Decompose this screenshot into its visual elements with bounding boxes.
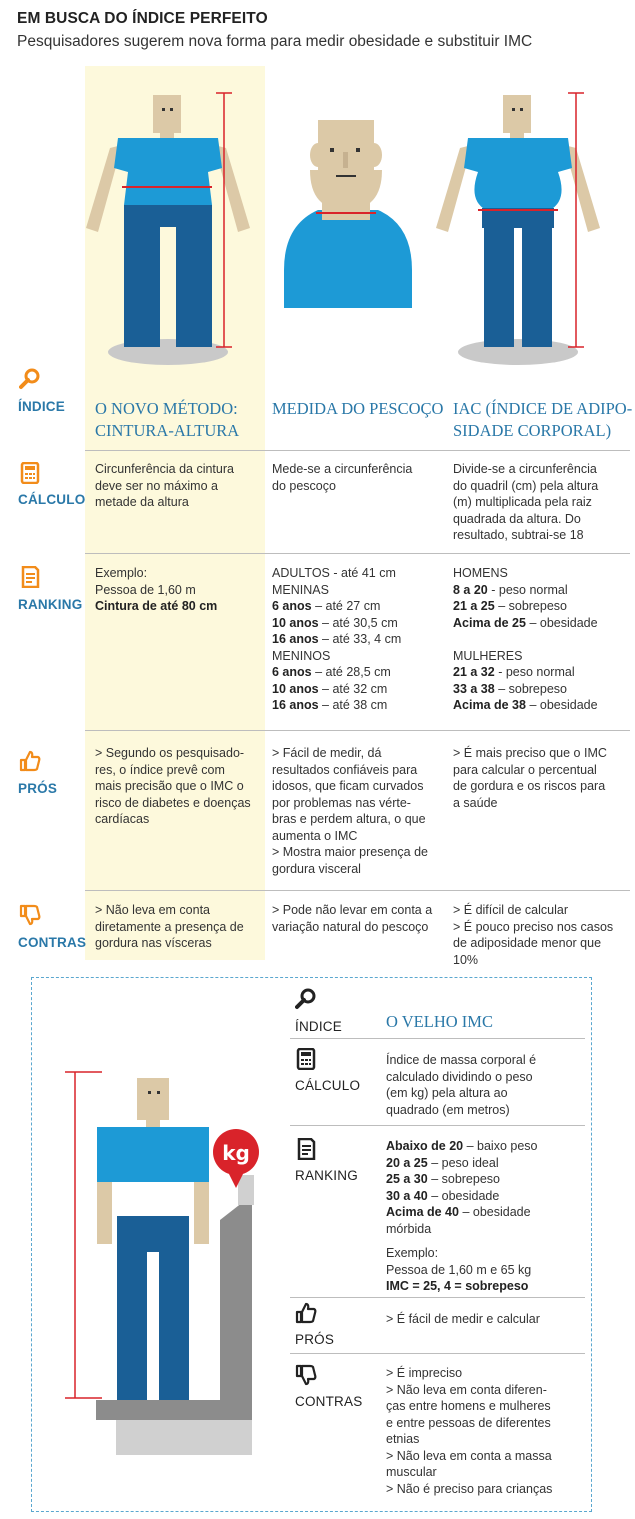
method-name-iac: IAC (ÍNDICE DE ADIPO- SIDADE CORPORAL) — [453, 399, 633, 440]
calculo-waist-height: Circunferência da cintura deve ser no máximo a metade da altura — [95, 462, 234, 509]
divider — [85, 890, 630, 891]
contras-iac: > É difícil de calcular > É pouco preciso nos casos de adiposidade menor que 10% — [453, 903, 614, 967]
row-label-contras: CONTRAS — [18, 935, 87, 950]
contras-neck: > Pode não levar em conta a variação natural do pescoço — [272, 903, 433, 934]
divider — [290, 1297, 585, 1298]
divider — [85, 553, 630, 554]
scale-kg-label: kg — [222, 1141, 250, 1165]
calculator-icon — [295, 1048, 317, 1070]
imc-method-name: O VELHO IMC — [386, 1012, 493, 1031]
imc-example: Exemplo: Pessoa de 1,60 m e 65 kg IMC = 25, 4 = sobrepeso — [386, 1246, 532, 1293]
figure-neck — [284, 120, 412, 308]
imc-label-indice: ÍNDICE — [295, 1019, 342, 1034]
thumbs-up-icon — [295, 1302, 317, 1324]
divider — [85, 730, 630, 731]
calculator-icon — [19, 462, 41, 484]
divider — [85, 450, 630, 451]
pros-neck: > Fácil de medir, dá resultados confiáveis para idosos, que ficam curvados por problemas nas vérte- bras e perdem altura, o que aumenta o IMC > Mostra maior presença de gordura visceral — [272, 746, 428, 876]
page-subtitle: Pesquisadores sugerem nova forma para medir obesidade e substituir IMC — [17, 33, 533, 50]
imc-label-calculo: CÁLCULO — [295, 1078, 361, 1093]
imc-contras: > É impreciso > Não leva em conta diferen- ças entre homens e mulheres e entre pessoas de diferentes etnias > Não leva em conta a massa muscular > Não é preciso para crianças — [386, 1366, 553, 1496]
imc-calculo: Índice de massa corporal é calculado dividindo o peso (em kg) pela altura ao quadrado (em metros) — [386, 1053, 537, 1117]
illustrations — [0, 60, 635, 370]
pros-waist-height: > Segundo os pesquisado- res, o índice prevê com mais precisão que o IMC o risco de diabetes e doenças cardíacas — [95, 746, 251, 826]
figure-iac — [436, 93, 600, 365]
divider — [290, 1353, 585, 1354]
imc-label-ranking: RANKING — [295, 1168, 358, 1183]
figure-waist-height — [86, 93, 250, 365]
row-label-calculo: CÁLCULO — [18, 492, 86, 507]
divider — [290, 1038, 585, 1039]
imc-pros: > É fácil de medir e calcular — [386, 1312, 540, 1326]
figure-imc-scale — [60, 1060, 270, 1465]
magnifier-icon — [19, 368, 41, 390]
imc-ranking: Abaixo de 20 – baixo peso 20 a 25 – peso ideal 25 a 30 – sobrepeso 30 a 40 – obesidade Acima de 40 – obesidade mórbida — [386, 1139, 538, 1236]
pros-iac: > É mais preciso que o IMC para calcular o percentual de gordura e os riscos para a saúde — [453, 746, 607, 810]
ranking-waist-height: Exemplo: Pessoa de 1,60 m Cintura de até 80 cm — [95, 566, 218, 613]
row-label-ranking: RANKING — [18, 597, 83, 612]
calculo-neck: Mede-se a circunferência do pescoço — [272, 462, 413, 493]
ranking-iac: HOMENS 8 a 20 - peso normal 21 a 25 – sobrepeso Acima de 25 – obesidade MULHERES 21 a 32 - peso normal 33 a 38 – sobrepeso Acima de 38 – obesidade — [453, 566, 598, 712]
row-label-pros: PRÓS — [18, 781, 58, 796]
imc-label-contras: CONTRAS — [295, 1394, 363, 1409]
method-name-waist-height: O NOVO MÉTODO: CINTURA-ALTURA — [95, 399, 240, 440]
list-icon — [19, 566, 41, 588]
ranking-neck: ADULTOS - até 41 cm MENINAS 6 anos – até 27 cm 10 anos – até 30,5 cm 16 anos – até 33, 4 cm MENINOS 6 anos – até 28,5 cm 10 anos – até 32 cm 16 anos – até 38 cm — [272, 566, 402, 712]
row-label-indice: ÍNDICE — [18, 399, 65, 414]
magnifier-icon — [295, 988, 317, 1010]
thumbs-down-icon — [19, 904, 41, 926]
divider — [290, 1125, 585, 1126]
method-name-neck: MEDIDA DO PESCOÇO — [272, 399, 444, 418]
list-icon — [295, 1138, 317, 1160]
page-title: EM BUSCA DO ÍNDICE PERFEITO — [17, 10, 268, 27]
imc-label-pros: PRÓS — [295, 1332, 335, 1347]
thumbs-up-icon — [19, 750, 41, 772]
calculo-iac: Divide-se a circunferência do quadril (cm) pela altura (m) multiplicada pela raiz quadrada da altura. Do resultado, subtrai-se 18 — [453, 462, 599, 542]
contras-waist-height: > Não leva em conta diretamente a presença de gordura nas vísceras — [95, 903, 244, 950]
thumbs-down-icon — [295, 1364, 317, 1386]
